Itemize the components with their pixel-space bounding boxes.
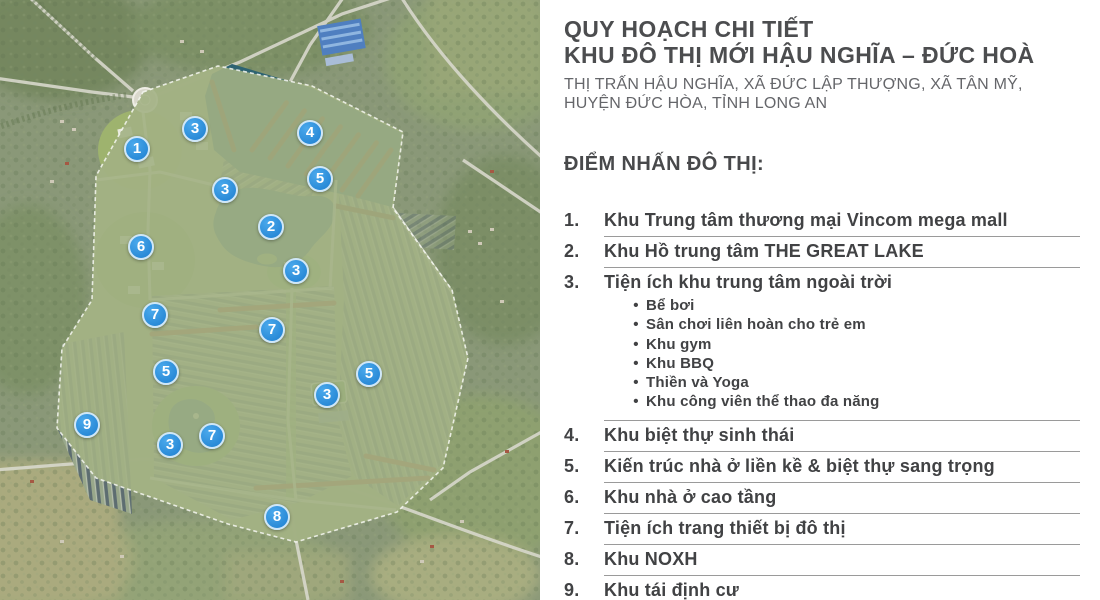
map-marker-3: 3 [283,258,309,284]
map-marker-3: 3 [157,432,183,458]
item-number: 4. [564,424,580,445]
map-marker-1: 1 [124,136,150,162]
item-label: Tiện ích trang thiết bị đô thị [604,514,1080,545]
sub-item-label: Bể bơi [646,297,695,314]
item-number: 1. [564,210,580,230]
item-label: Khu nhà ở cao tầng [604,483,1080,514]
item-label: Khu tái định cư [604,579,740,600]
sub-item-label: Thiền và Yoga [646,374,749,392]
list-item [564,576,1080,600]
sub-item-label: Khu gym [646,335,712,353]
master-plan-map [0,0,540,600]
list-item [564,545,1080,576]
map-marker-2: 2 [258,214,284,240]
map-marker-9: 9 [74,412,100,438]
subtitle-line2: HUYỆN ĐỨC HÒA, TỈNH LONG AN [564,95,828,112]
map-marker-4: 4 [297,120,323,146]
list-item [564,514,1080,545]
list-item [564,206,1080,237]
item-number: 6. [564,486,580,507]
map-marker-7: 7 [199,423,225,449]
map-marker-6: 6 [128,234,154,260]
bullet: • [633,297,639,314]
list-item [564,268,1080,421]
map-marker-3: 3 [182,116,208,142]
sub-item [626,315,1080,334]
item-label: Tiện ích khu trung tâm ngoài trời [604,272,893,292]
item-number: 2. [564,241,580,261]
map-marker-7: 7 [142,302,168,328]
item-label: Khu NOXH [604,545,1080,576]
info-panel [540,0,1100,600]
item-number: 5. [564,455,580,476]
map-marker-5: 5 [356,361,382,387]
item-label: Kiến trúc nhà ở liền kề & biệt thự sang trọng [604,452,1080,483]
subtitle [564,75,1080,113]
item-label: Khu Hồ trung tâm THE GREAT LAKE [604,237,1080,268]
list-item [564,421,1080,452]
bullet: • [633,354,639,372]
item-number: 9. [564,579,580,600]
sub-item-label: Khu công viên thể thao đa năng [646,393,880,411]
item-number: 7. [564,517,580,538]
sub-item [626,335,1080,354]
sub-list [626,296,1080,412]
subtitle-line1: THỊ TRẤN HẬU NGHĨA, XÃ ĐỨC LẬP THƯỢNG, XÃ TÂN MỸ, [564,76,1023,93]
sub-item [626,392,1080,411]
list-item [564,237,1080,268]
sub-item [626,354,1080,373]
sub-item-label: Khu BBQ [646,354,715,372]
bullet: • [633,374,639,392]
list-item [564,483,1080,514]
highlights-heading: ĐIỂM NHẤN ĐÔ THỊ: [564,153,765,175]
map-marker-3: 3 [212,177,238,203]
highlights-list [564,206,1080,600]
list-item [564,452,1080,483]
sub-item [626,373,1080,392]
map-marker-7: 7 [259,317,285,343]
title-line2: KHU ĐÔ THỊ MỚI HẬU NGHĨA – ĐỨC HOÀ [564,42,1035,68]
title-line1: QUY HOẠCH CHI TIẾT [564,16,814,42]
map-marker-8: 8 [264,504,290,530]
map-marker-5: 5 [153,359,179,385]
sub-item-label: Sân chơi liên hoàn cho trẻ em [646,316,866,334]
bullet: • [633,393,639,411]
bullet: • [633,335,639,353]
map-marker-3: 3 [314,382,340,408]
item-content [604,268,1080,421]
sub-item [626,296,1080,315]
bullet: • [633,316,639,334]
item-label: Khu Trung tâm thương mại Vincom mega mall [604,206,1080,237]
item-label: Khu biệt thự sinh thái [604,421,1080,452]
item-number: 8. [564,548,580,569]
map-marker-5: 5 [307,166,333,192]
item-number: 3. [564,272,580,292]
